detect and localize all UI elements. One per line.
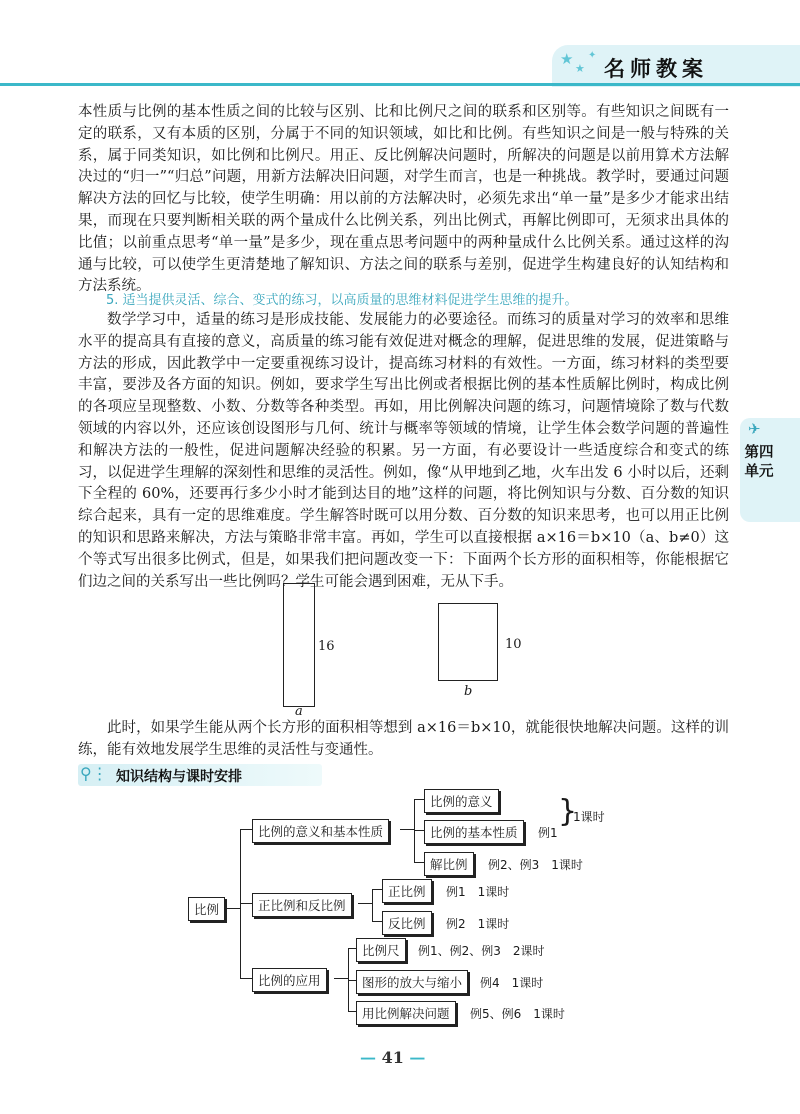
tall-rectangle bbox=[283, 583, 315, 707]
label-a: a bbox=[295, 704, 303, 719]
page-number: — 41 — bbox=[360, 1048, 426, 1067]
leaf-inverse: 反比例 bbox=[382, 911, 432, 935]
paragraph-text: 数学学习中，适量的练习是形成技能、发展能力的必要途径。而练习的质量对学习的效率和思维水平的提高具有直接的意义，高质量的练习能有效促进对概念的理解，促进思维的发展，促进策略与方法的形成，因此教学中一定要重视练习设计，提高练习材料的有效性。一方面，练习材料的类型要丰富，要涉及各方面的知识。例如，要求学生写出比例或者根据比例的基本性质解比例时，构成比例的各项应呈现整数、小数、分数等各种类型。再如，用比例解决问题的练习，问题情境除了数与代数领域的内容以外，还应该创设图形与几何、统计与概率等领域的情境，让学生体会数学问题的普遍性和解决方法的一般性，促进问题解决经验的积累。另一方面，有必要设计一些适度综合和变式的练习，以促进学生理解的深刻性和思维的灵活性。例如，像“从甲地到乙地，火车出发 6 小时以后，还剩下全程的 60%，还要再行多少小时才能到达目的地”这样的问题，将比例知识与分数、百分数的知识综合起来，具有一定的思维难度。学生解答时既可以用分数、百分数的知识来思考，也可以用正比例的知识和思路来解决，方法与策略非常丰富。再如，学生可以直接根据 a×16＝b×10（a、b≠0）这个等式写出很多比例式，但是，如果我们把问题改变一下：下面两个长方形的面积相等，你能根据它们边之间的关系写出一些比例吗？学生可能会遇到困难，无从下手。 bbox=[78, 312, 729, 590]
leaf-basic-property: 比例的基本性质 bbox=[424, 820, 524, 844]
unit-label-line1: 第四 bbox=[744, 445, 774, 461]
branch-proportion-meaning: 比例的意义和基本性质 bbox=[252, 819, 389, 843]
brace: } bbox=[558, 794, 578, 829]
connector bbox=[334, 978, 348, 979]
label-16: 16 bbox=[318, 639, 335, 654]
leaf-meaning: 比例的意义 bbox=[424, 789, 499, 813]
connector bbox=[240, 978, 252, 979]
connector bbox=[372, 889, 382, 890]
connector bbox=[414, 862, 424, 863]
connector bbox=[400, 829, 414, 830]
paragraph-1 bbox=[78, 102, 729, 298]
star-icon: ★ bbox=[575, 62, 585, 75]
leaf-solve: 解比例 bbox=[424, 852, 474, 876]
leaf-direct: 正比例 bbox=[382, 879, 432, 903]
connector bbox=[414, 799, 424, 800]
bird-icon: ✈ bbox=[748, 420, 761, 438]
leaf-note: 例1 1课时 bbox=[446, 885, 510, 899]
tree-root: 比例 bbox=[188, 897, 225, 921]
star-icon: ✦ bbox=[588, 50, 597, 61]
connector bbox=[372, 889, 373, 922]
header-rule bbox=[0, 83, 800, 86]
connector bbox=[372, 921, 382, 922]
connector bbox=[348, 948, 356, 949]
connector bbox=[414, 830, 424, 831]
leaf-scale: 比例尺 bbox=[356, 938, 406, 962]
star-icon: ★ bbox=[560, 50, 574, 68]
leaf-note: 例1 bbox=[538, 826, 558, 840]
paragraph-text: 此时，如果学生能从两个长方形的面积相等想到 a×16＝b×10，就能很快地解决问题。这样的训练，能有效地发展学生思维的灵活性与变通性。 bbox=[78, 720, 729, 758]
label-b: b bbox=[464, 684, 473, 699]
paragraph-3 bbox=[78, 718, 729, 762]
connector bbox=[240, 829, 252, 830]
leaf-note: 例2 1课时 bbox=[446, 917, 510, 931]
unit-label bbox=[744, 444, 774, 482]
page-number-value: 41 bbox=[381, 1048, 404, 1067]
connector bbox=[348, 980, 356, 981]
leaf-note: 例1、例2、例3 2课时 bbox=[418, 944, 545, 958]
paragraph-2 bbox=[78, 310, 729, 593]
connector bbox=[240, 903, 252, 904]
header-title: 名师教案 bbox=[604, 57, 708, 81]
leaf-note: 例2、例3 1课时 bbox=[488, 858, 583, 872]
branch-application: 比例的应用 bbox=[252, 968, 327, 992]
leaf-enlarge-shrink: 图形的放大与缩小 bbox=[356, 970, 468, 994]
leaf-solve-problems: 用比例解决问题 bbox=[356, 1001, 456, 1025]
leaf-note: 例4 1课时 bbox=[480, 976, 544, 990]
brace-note: 1课时 bbox=[573, 810, 605, 824]
unit-label-line2: 单元 bbox=[744, 464, 774, 480]
connector bbox=[348, 1011, 356, 1012]
paragraph-text: 本性质与比例的基本性质之间的比较与区别、比和比例尺之间的联系和区别等。有些知识之间既有一定的联系，又有本质的区别，分属于不同的知识领域，如比和比例。有些知识之间是一般与特殊的关系，属于同类知识，如比例和比例尺。用正、反比例解决问题时，所解决的问题是以前用算术方法解决过的“归一”“归总”问题，用新方法解决旧问题，对学生而言，也是一种挑战。教学时，要通过问题解决方法的回忆与比较，使学生明确：用以前的方法解决时，必须先求出“单一量”是多少才能求出结果，而现在只要判断相关联的两个量成什么比例关系，列出比例式，再解比例即可，无须求出具体的比值；以前重点思考“单一量”是多少，现在重点思考问题中的两种量成什么比例关系。通过这样的沟通与比较，可以使学生更清楚地了解知识、方法之间的联系与差别，促进学生构建良好的认知结构和方法系统。 bbox=[78, 104, 729, 295]
branch-direct-inverse: 正比例和反比例 bbox=[252, 893, 352, 917]
location-pin-icon: ⚲⋮ bbox=[80, 764, 108, 783]
connector bbox=[226, 908, 240, 909]
label-10: 10 bbox=[505, 637, 522, 652]
connector bbox=[358, 903, 372, 904]
leaf-note: 例5、例6 1课时 bbox=[470, 1007, 565, 1021]
subheading: 5. 适当提供灵活、综合、变式的练习，以高质量的思维材料促进学生思维的提升。 bbox=[106, 293, 578, 308]
wide-rectangle bbox=[438, 603, 498, 681]
section-title: 知识结构与课时安排 bbox=[116, 769, 242, 785]
